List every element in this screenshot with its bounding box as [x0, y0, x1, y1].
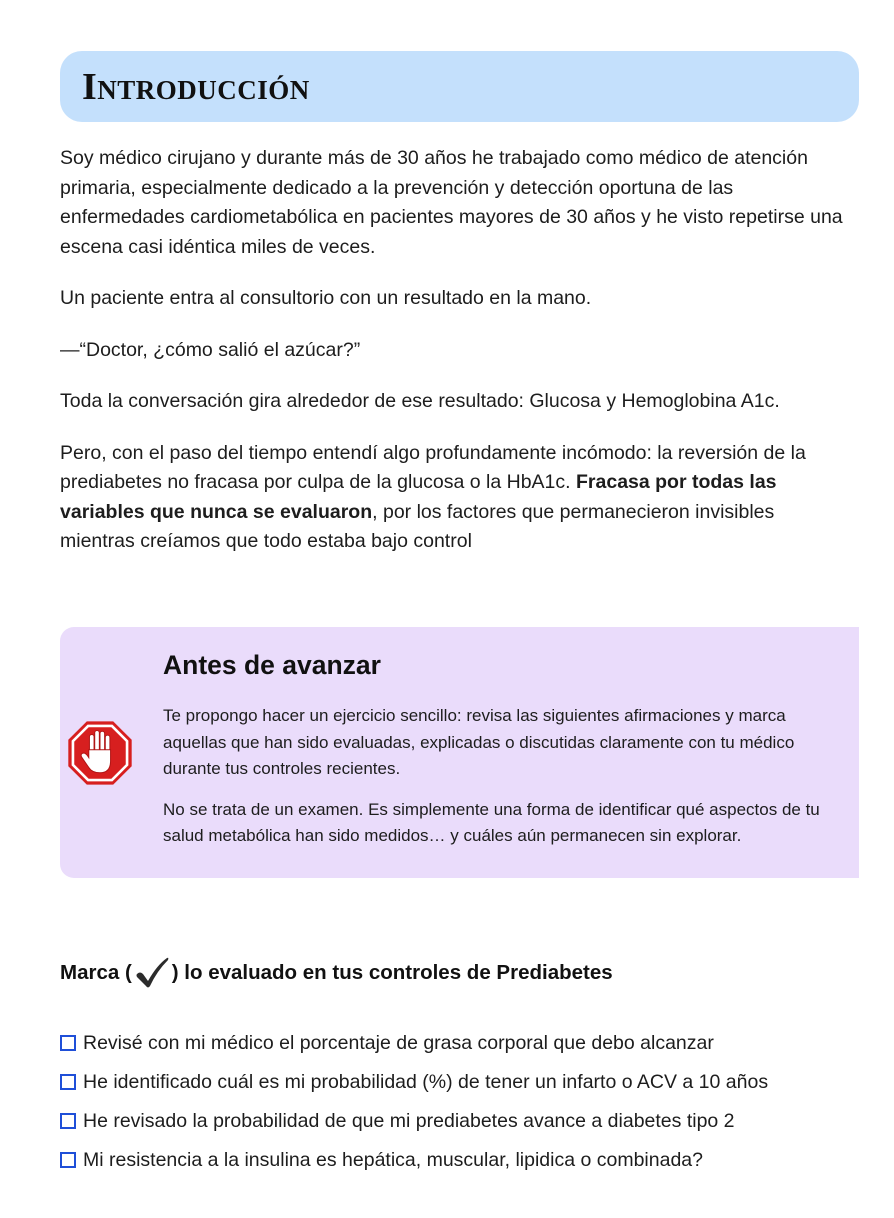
checkbox[interactable] [60, 1074, 76, 1090]
callout-paragraph-1: Te propongo hacer un ejercicio sencillo: revisa las siguientes afirmaciones y marca aquellas que han sido evaluadas, explicadas o discutidas claramente con tu médico durante tus controles recientes. [163, 706, 795, 778]
checklist-item-label: He revisado la probabilidad de que mi prediabetes avance a diabetes tipo 2 [83, 1109, 735, 1132]
intro-paragraph-5 [60, 439, 850, 557]
intro-paragraph-5-emphasis: Fracasa por todas las variables que nunca se evaluaron [60, 471, 777, 523]
checklist-item[interactable] [60, 1024, 768, 1062]
checkbox[interactable] [60, 1035, 76, 1051]
checklist-heading-end: ) lo evaluado en tus controles de Prediabetes [171, 961, 613, 984]
checklist [60, 1024, 768, 1180]
intro-paragraph-1: Soy médico cirujano y durante más de 30 años he trabajado como médico de atención primaria, especialmente dedicado a la prevención y detección oportuna de las enfermedades cardiometabólica en pacientes mayores de 30 años y he visto repetirse una escena casi idéntica miles de veces. [60, 147, 843, 258]
checkbox[interactable] [60, 1152, 76, 1168]
section-header [60, 51, 859, 122]
callout-title: Antes de avanzar [163, 650, 381, 680]
checklist-heading-start: Marca ( [60, 961, 132, 984]
checklist-item-label: Mi resistencia a la insulina es hepática, muscular, lipidica o combinada? [83, 1148, 703, 1171]
checkbox[interactable] [60, 1113, 76, 1129]
stop-hand-icon [67, 720, 133, 786]
checklist-item-label: Revisé con mi médico el porcentaje de grasa corporal que debo alcanzar [83, 1031, 714, 1054]
callout-box [60, 627, 859, 878]
callout-paragraph-2: No se trata de un examen. Es simplemente una forma de identificar qué aspectos de tu salud metabólica han sido medidos… y cuáles aún permanecen sin explorar. [163, 799, 820, 845]
checklist-item[interactable] [60, 1141, 768, 1179]
checklist-heading [60, 955, 613, 991]
intro-paragraph-2: Un paciente entra al consultorio con un resultado en la mano. [60, 287, 592, 309]
intro-paragraph-5-start: Pero, con el paso del tiempo entendí algo profundamente incómodo: la reversión de la prediabetes no fracasa por culpa de la glucosa o la HbA1c. [60, 441, 806, 493]
intro-paragraph-4: Toda la conversación gira alrededor de ese resultado: Glucosa y Hemoglobina A1c. [60, 390, 780, 412]
checklist-item-label: He identificado cuál es mi probabilidad (%) de tener un infarto o ACV a 10 años [83, 1070, 769, 1093]
checklist-item[interactable] [60, 1102, 768, 1140]
intro-paragraph-3: —“Doctor, ¿cómo salió el azúcar?” [60, 338, 361, 361]
section-title: Introducción [82, 66, 310, 108]
callout-body [163, 703, 848, 864]
checkmark-icon [133, 956, 171, 990]
intro-paragraph-5-end: , por los factores que permanecieron invisibles mientras creíamos que todo estaba bajo control [60, 500, 775, 552]
intro-text [60, 144, 850, 579]
checklist-item[interactable] [60, 1063, 768, 1101]
